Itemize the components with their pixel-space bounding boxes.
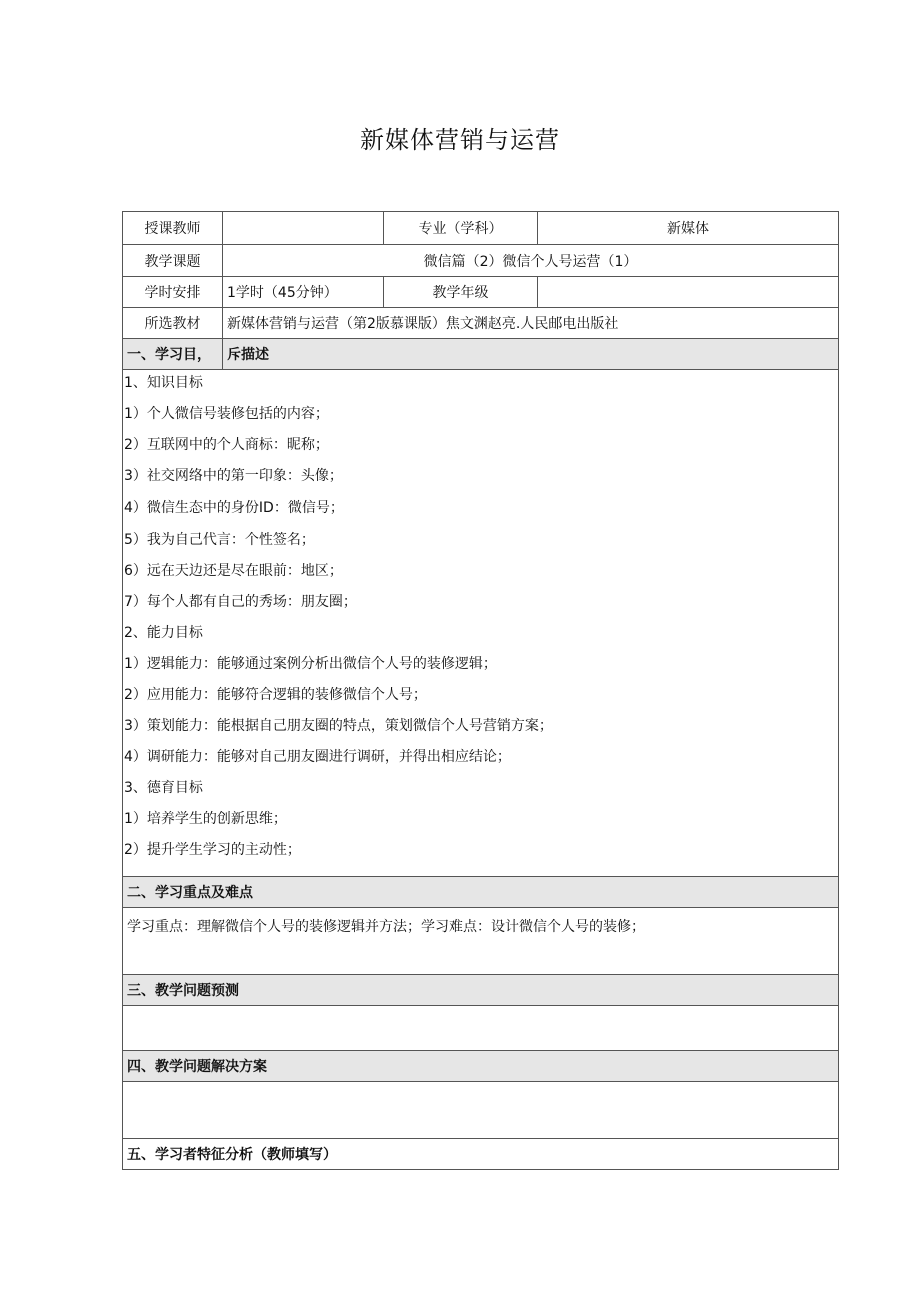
objectives-list — [123, 370, 838, 876]
list-item: 3）社交网络中的第一印象：头像； — [124, 468, 343, 484]
section-learner-header — [123, 1139, 839, 1170]
section-problems-header — [123, 975, 839, 1006]
focus-row — [123, 908, 839, 975]
textbook-value: 新媒体营销与运营（第2版慕课版）焦文渊赵亮.人民邮电出版社 — [223, 308, 839, 339]
row-hours — [123, 277, 839, 308]
list-item: 1）培养学生的创新思维； — [124, 811, 287, 827]
solutions-blank-cell — [123, 1082, 839, 1139]
section-focus-header — [123, 877, 839, 908]
row-topic — [123, 245, 839, 277]
problems-blank-cell — [123, 1006, 839, 1051]
list-item: 5）我为自己代言：个性签名； — [124, 532, 315, 548]
list-item: 2）提升学生学习的主动性； — [124, 842, 301, 858]
section-5-title: 五、学习者特征分析（教师填写） — [123, 1139, 839, 1170]
grade-label: 教学年级 — [384, 277, 538, 308]
section-2-title: 二、学习重点及难点 — [123, 877, 839, 908]
section-4-title: 四、教学问题解决方案 — [123, 1051, 839, 1082]
objectives-cell — [123, 370, 839, 877]
textbook-label: 所选教材 — [123, 308, 223, 339]
objectives-row — [123, 370, 839, 877]
row-textbook — [123, 308, 839, 339]
section-1-title: 一、学习目， — [123, 339, 223, 370]
topic-label: 教学课题 — [123, 245, 223, 277]
list-item: 2）互联网中的个人商标：昵称； — [124, 437, 329, 453]
section-3-title: 三、教学问题预测 — [123, 975, 839, 1006]
lesson-plan-table — [122, 211, 839, 1170]
hours-value: 1学时（45分钟） — [223, 277, 384, 308]
list-item: 1、知识目标 — [124, 375, 203, 391]
solutions-row — [123, 1082, 839, 1139]
list-item: 4）调研能力：能够对自己朋友圈进行调研，并得出相应结论； — [124, 749, 511, 765]
list-item: 4）微信生态中的身份ID：微信号； — [124, 500, 344, 516]
list-item: 1）逻辑能力：能够通过案例分析出微信个人号的装修逻辑； — [124, 656, 497, 672]
grade-value — [538, 277, 839, 308]
list-item: 7）每个人都有自己的秀场：朋友圈； — [124, 594, 357, 610]
list-item: 3、德育目标 — [124, 780, 203, 796]
teacher-value — [223, 212, 384, 245]
major-label: 专业（学科） — [384, 212, 538, 245]
section-1-subtitle: 斥描述 — [223, 339, 839, 370]
list-item: 1）个人微信号装修包括的内容； — [124, 406, 329, 422]
list-item: 2）应用能力：能够符合逻辑的装修微信个人号； — [124, 687, 427, 703]
hours-label: 学时安排 — [123, 277, 223, 308]
list-item: 3）策划能力：能根据自己朋友圈的特点，策划微信个人号营销方案； — [124, 718, 553, 734]
teacher-label: 授课教师 — [123, 212, 223, 245]
section-objectives-header — [123, 339, 839, 370]
page-title: 新媒体营销与运营 — [360, 126, 560, 154]
problems-row — [123, 1006, 839, 1051]
row-teacher — [123, 212, 839, 245]
section-solutions-header — [123, 1051, 839, 1082]
list-item: 2、能力目标 — [124, 625, 203, 641]
topic-value: 微信篇（2）微信个人号运营（1） — [223, 245, 839, 277]
focus-text: 学习重点：理解微信个人号的装修逻辑并方法；学习难点：设计微信个人号的装修； — [123, 908, 839, 975]
major-value: 新媒体 — [538, 212, 839, 245]
list-item: 6）远在天边还是尽在眼前：地区； — [124, 563, 343, 579]
